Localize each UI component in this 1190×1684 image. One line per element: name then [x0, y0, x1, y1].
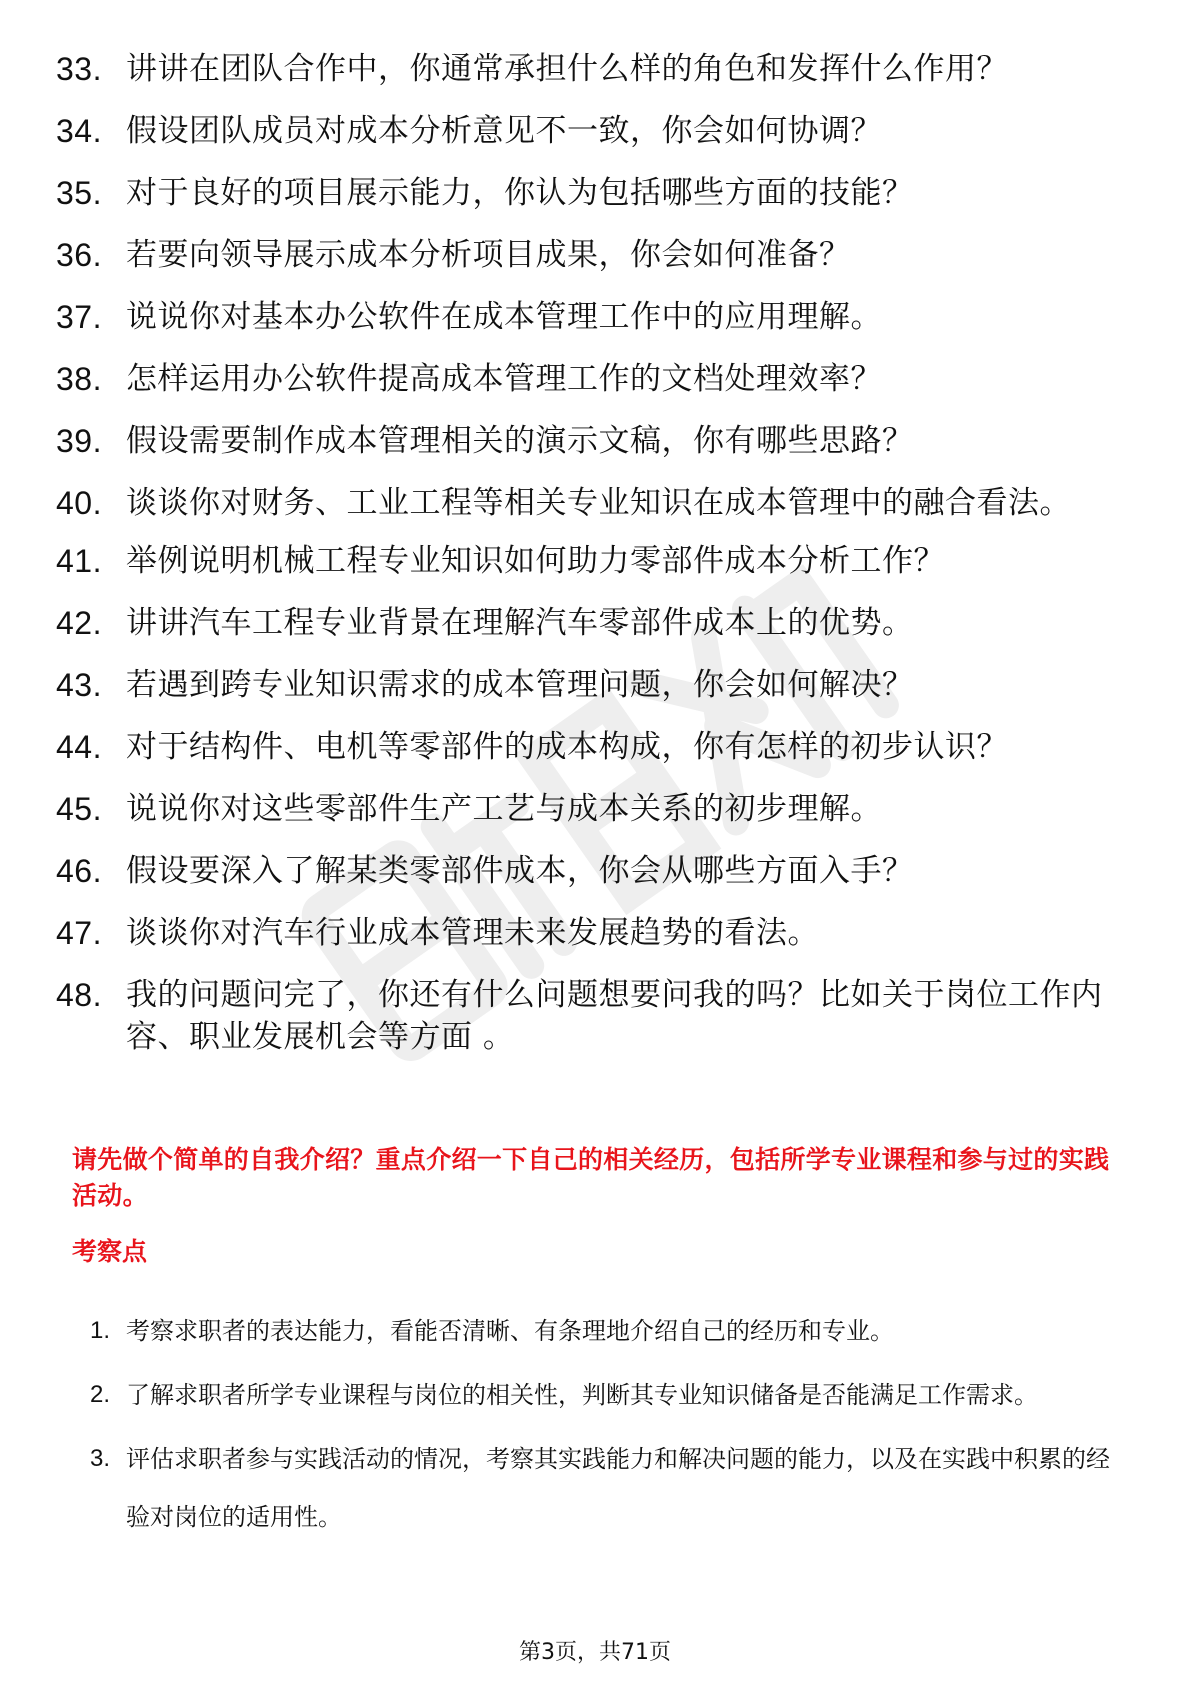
- assessment-point: [72, 1366, 1122, 1424]
- question-number: 42.: [56, 605, 102, 641]
- question-number: 45.: [56, 791, 102, 827]
- question-item: [56, 110, 1136, 152]
- question-number: 36.: [56, 237, 102, 273]
- question-item: [56, 234, 1136, 276]
- question-item: [56, 850, 1136, 892]
- question-number: 38.: [56, 361, 102, 397]
- question-item: [56, 482, 1136, 524]
- point-number: 1.: [90, 1317, 111, 1344]
- section-title: 考察点: [72, 1237, 148, 1266]
- question-text: 假设需要制作成本管理相关的演示文稿，你有哪些思路？: [126, 423, 914, 459]
- question-text: 讲讲汽车工程专业背景在理解汽车零部件成本上的优势。: [126, 605, 914, 641]
- question-item: [56, 540, 1136, 582]
- question-item: [56, 602, 1136, 644]
- question-number: 33.: [56, 51, 102, 87]
- point-text: 评估求职者参与实践活动的情况，考察其实践能力和解决问题的能力，以及在实践中积累的经验对岗位的适用性。: [126, 1445, 1110, 1531]
- question-text: 讲讲在团队合作中，你通常承担什么样的角色和发挥什么作用？: [126, 51, 1008, 87]
- question-text: 谈谈你对汽车行业成本管理未来发展趋势的看法。: [126, 915, 819, 951]
- point-number: 3.: [90, 1445, 111, 1472]
- question-text: 若遇到跨专业知识需求的成本管理问题，你会如何解决？: [126, 667, 914, 703]
- question-item: [56, 912, 1136, 954]
- point-text: 了解求职者所学专业课程与岗位的相关性，判断其专业知识储备是否能满足工作需求。: [126, 1381, 1038, 1409]
- question-item: [56, 296, 1136, 338]
- point-text: 考察求职者的表达能力，看能否清晰、有条理地介绍自己的经历和专业。: [126, 1317, 894, 1345]
- question-text: 对于结构件、电机等零部件的成本构成，你有怎样的初步认识？: [126, 729, 1008, 765]
- question-number: 39.: [56, 423, 102, 459]
- question-item: [56, 788, 1136, 830]
- assessment-points-list: [72, 1302, 1122, 1552]
- question-item: [56, 664, 1136, 706]
- question-number: 48.: [56, 977, 102, 1013]
- question-text: 假设要深入了解某类零部件成本，你会从哪些方面入手？: [126, 853, 914, 889]
- question-item: [56, 974, 1136, 1058]
- assessment-point: [72, 1430, 1122, 1546]
- question-item: [56, 420, 1136, 462]
- question-number: 46.: [56, 853, 102, 889]
- point-number: 2.: [90, 1381, 111, 1408]
- question-text: 说说你对基本办公软件在成本管理工作中的应用理解。: [126, 299, 882, 335]
- question-number: 35.: [56, 175, 102, 211]
- question-text: 说说你对这些零部件生产工艺与成本关系的初步理解。: [126, 791, 882, 827]
- question-list: [56, 48, 1136, 1074]
- question-text: 怎样运用办公软件提高成本管理工作的文档处理效率？: [126, 361, 882, 397]
- question-text: 我的问题问完了，你还有什么问题想要问我的吗？比如关于岗位工作内容、职业发展机会等方面 。: [126, 977, 1103, 1055]
- question-text: 若要向领导展示成本分析项目成果，你会如何准备？: [126, 237, 851, 273]
- question-text: 谈谈你对财务、工业工程等相关专业知识在成本管理中的融合看法。: [126, 485, 1071, 521]
- question-number: 34.: [56, 113, 102, 149]
- highlighted-question: 请先做个简单的自我介绍？重点介绍一下自己的相关经历，包括所学专业课程和参与过的实践活动。: [72, 1145, 1110, 1210]
- question-text: 举例说明机械工程专业知识如何助力零部件成本分析工作？: [126, 543, 945, 579]
- question-number: 44.: [56, 729, 102, 765]
- assessment-point: [72, 1302, 1122, 1360]
- question-number: 43.: [56, 667, 102, 703]
- question-item: [56, 48, 1136, 90]
- question-item: [56, 726, 1136, 768]
- question-item: [56, 358, 1136, 400]
- page-footer: 第3页，共71页: [519, 1640, 671, 1665]
- question-text: 假设团队成员对成本分析意见不一致，你会如何协调？: [126, 113, 882, 149]
- question-number: 47.: [56, 915, 102, 951]
- question-text: 对于良好的项目展示能力，你认为包括哪些方面的技能？: [126, 175, 914, 211]
- question-number: 40.: [56, 485, 102, 521]
- question-number: 41.: [56, 543, 102, 579]
- question-item: [56, 172, 1136, 214]
- question-number: 37.: [56, 299, 102, 335]
